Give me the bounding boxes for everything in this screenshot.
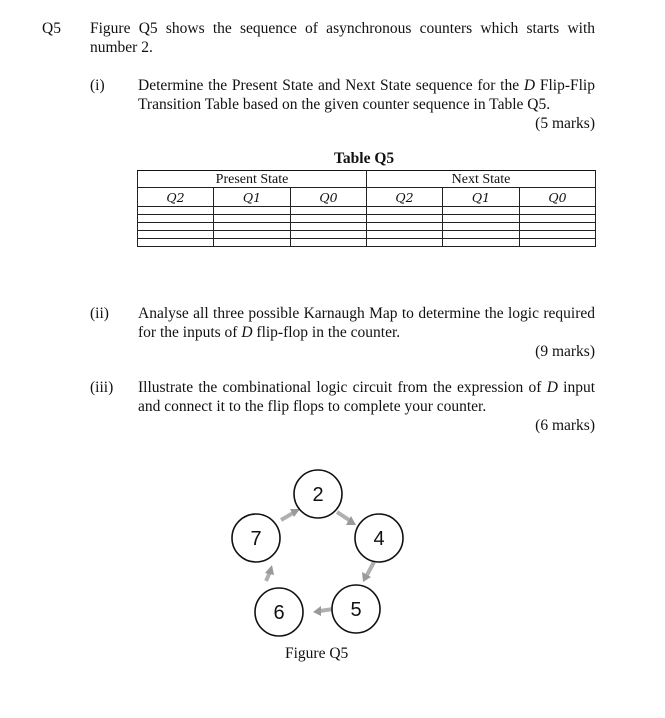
arrow-5-to-6 xyxy=(320,609,333,611)
col-header-q0-present: Q0 xyxy=(291,188,367,207)
part-i-line1: Determine the Present State and Next State sequence for the D Flip-Flip xyxy=(138,77,595,94)
part-i-marks: (5 marks) xyxy=(535,115,595,132)
table-row xyxy=(138,215,596,223)
part-iii-label: (iii) xyxy=(90,379,114,396)
table-row xyxy=(138,231,596,239)
part-i-line2: Transition Table based on the given counter sequence in Table Q5. xyxy=(138,96,551,113)
part-i-label: (i) xyxy=(90,77,105,94)
arrow-4-to-5 xyxy=(367,562,374,575)
part-iii-line2: and connect it to the flip flops to complete your counter. xyxy=(138,398,487,415)
col-header-q2-present: Q2 xyxy=(138,188,214,207)
table-row xyxy=(138,239,596,247)
part-ii-line1: Analyse all three possible Karnaugh Map to determine the logic required xyxy=(138,305,595,322)
transition-table xyxy=(137,170,596,247)
next-state-header: Next State xyxy=(367,171,596,188)
state-label-4: 4 xyxy=(373,528,385,550)
table-caption: Table Q5 xyxy=(334,150,395,167)
question-intro-line2: number 2. xyxy=(90,39,153,56)
state-label-7: 7 xyxy=(250,528,262,550)
question-number: Q5 xyxy=(42,20,61,37)
col-header-q1-present: Q1 xyxy=(214,188,291,207)
arrow-7-to-2 xyxy=(281,513,293,520)
table-row xyxy=(138,223,596,231)
figure-caption: Figure Q5 xyxy=(285,645,349,662)
table-row xyxy=(138,207,596,215)
part-iii-line1: Illustrate the combinational logic circuit from the expression of D input xyxy=(138,379,596,396)
col-header-q1-next: Q1 xyxy=(443,188,520,207)
part-ii-marks: (9 marks) xyxy=(535,343,595,360)
state-label-5: 5 xyxy=(350,599,362,621)
part-iii-marks: (6 marks) xyxy=(535,417,595,434)
question-intro-line1: Figure Q5 shows the sequence of asynchronous counters which starts with xyxy=(90,20,595,37)
col-header-q0-next: Q0 xyxy=(520,188,596,207)
present-state-header: Present State xyxy=(138,171,367,188)
arrow-2-to-4 xyxy=(337,512,349,520)
state-label-2: 2 xyxy=(312,484,324,506)
col-header-q2-next: Q2 xyxy=(367,188,443,207)
part-ii-line2: for the inputs of D flip-flop in the counter. xyxy=(138,324,401,341)
state-label-6: 6 xyxy=(273,602,285,624)
counter-sequence-diagram xyxy=(210,455,410,640)
part-ii-label: (ii) xyxy=(90,305,109,322)
